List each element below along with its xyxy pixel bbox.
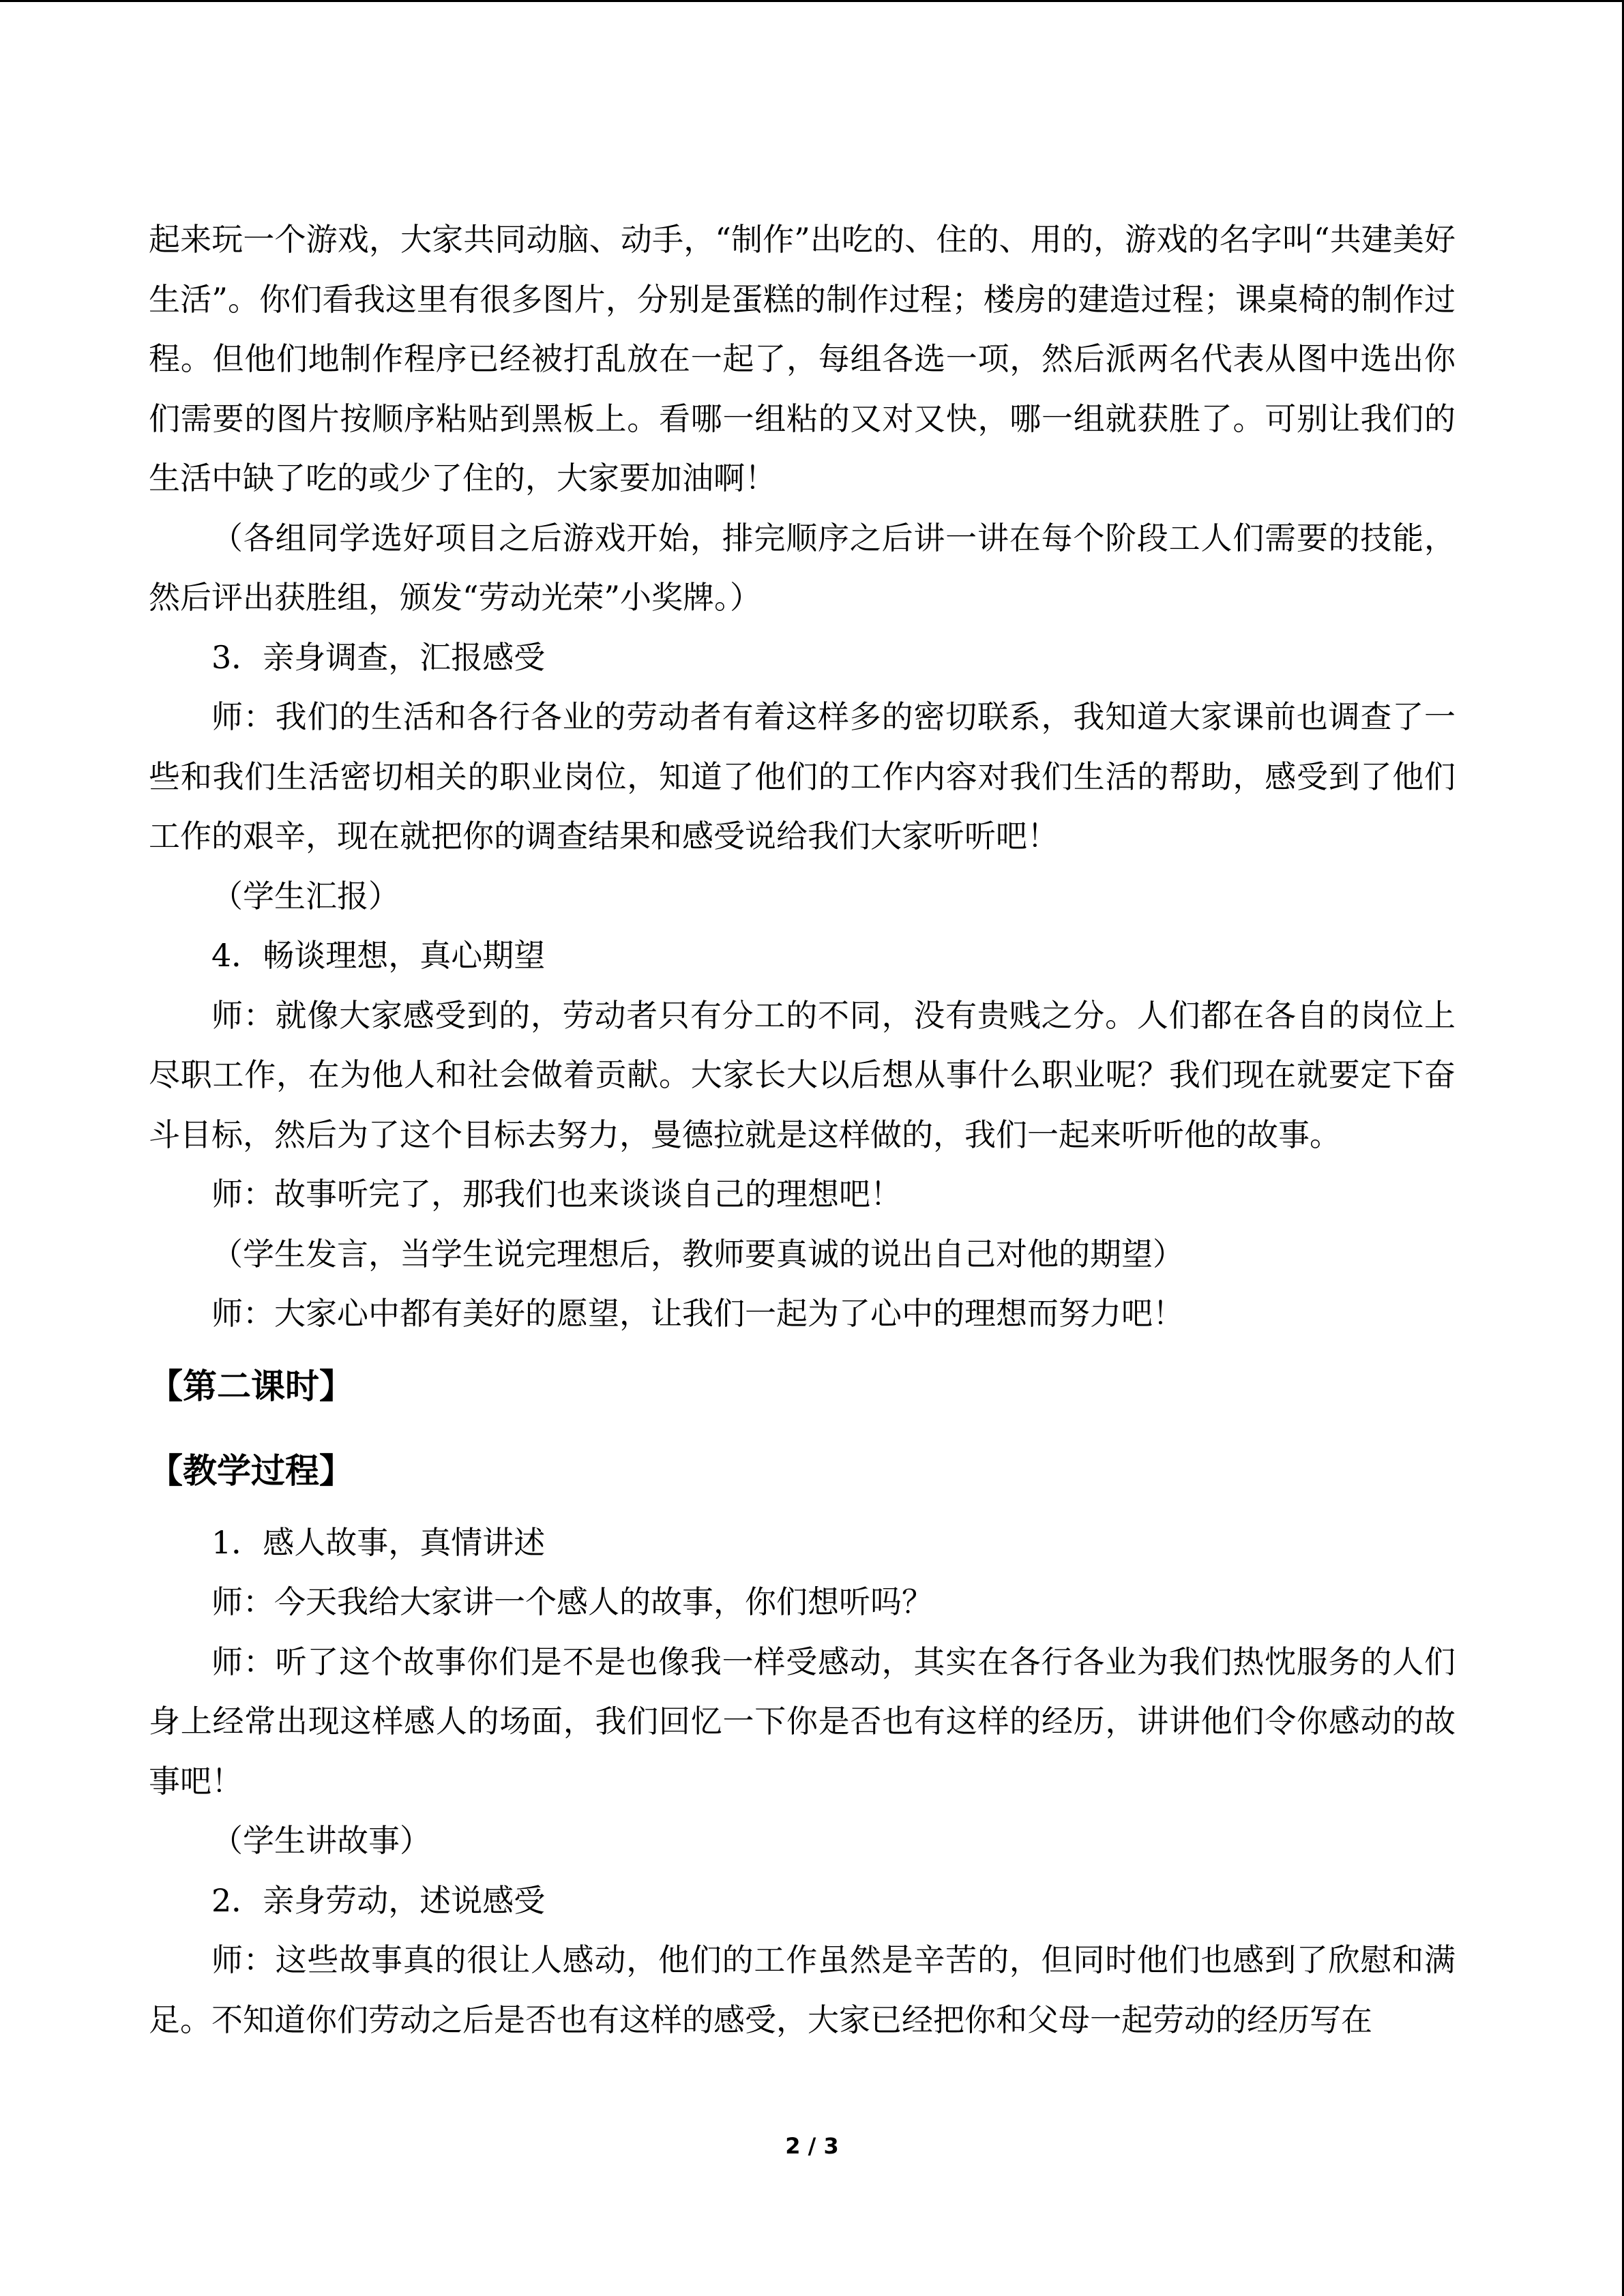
document-body <box>149 210 1456 2050</box>
paragraph: 师：大家心中都有美好的愿望，让我们一起为了心中的理想而努力吧！ <box>211 1295 1184 1332</box>
paragraph: 师：我们的生活和各行各业的劳动者有着这样多的密切联系，我知道大家课前也调查了一些和我们生活密切相关的职业岗位，知道了他们的工作内容对我们生活的帮助，感受到了他们工作的艰辛，现在就把你的调查结果和感受说给我们大家听听吧！ <box>149 698 1456 854</box>
section-heading: 【第二课时】 <box>149 1366 353 1406</box>
paragraph: 师：就像大家感受到的，劳动者只有分工的不同，没有贵贱之分。人们都在各自的岗位上尽职工作，在为他人和社会做着贡献。大家长大以后想从事什么职业呢？我们现在就要定下奋斗目标，然后为了这个目标去努力，曼德拉就是这样做的，我们一起来听听他的故事。 <box>149 996 1456 1153</box>
paragraph: 2．亲身劳动，述说感受 <box>211 1881 546 1919</box>
paragraph: 4．畅谈理想，真心期望 <box>211 937 546 974</box>
paragraph: 3．亲身调查，汇报感受 <box>211 638 546 676</box>
paragraph: 师：这些故事真的很让人感动，他们的工作虽然是辛苦的，但同时他们也感到了欣慰和满足。不知道你们劳动之后是否也有这样的感受，大家已经把你和父母一起劳动的经历写在 <box>149 1941 1456 2038</box>
paragraph: 1．感人故事，真情讲述 <box>211 1523 546 1561</box>
paragraph: 师：故事听完了，那我们也来谈谈自己的理想吧！ <box>211 1176 902 1212</box>
top-border-line <box>0 0 1624 2</box>
section-heading: 【教学过程】 <box>149 1450 353 1491</box>
paragraph: （学生发言，当学生说完理想后，教师要真诚的说出自己对他的期望） <box>211 1235 1184 1272</box>
paragraph: （各组同学选好项目之后游戏开始，排完顺序之后讲一讲在每个阶段工人们需要的技能，然后评出获胜组，颁发“劳动光荣”小奖牌。） <box>149 519 1456 616</box>
paragraph: （学生讲故事） <box>211 1822 431 1859</box>
paragraph: 起来玩一个游戏，大家共同动脑、动手，“制作”出吃的、住的、用的，游戏的名字叫“共建美好生活”。你们看我这里有很多图片，分别是蛋糕的制作过程；楼房的建造过程；课桌椅的制作过程。但他们地制作程序已经被打乱放在一起了，每组各选一项，然后派两名代表从图中选出你们需要的图片按顺序粘贴到黑板上。看哪一组粘的又对又快，哪一组就获胜了。可别让我们的生活中缺了吃的或少了住的，大家要加油啊！ <box>149 221 1456 496</box>
paragraph: （学生汇报） <box>211 877 400 914</box>
paragraph: 师：听了这个故事你们是不是也像我一样受感动，其实在各行各业为我们热忱服务的人们身上经常出现这样感人的场面，我们回忆一下你是否也有这样的经历，讲讲他们令你感动的故事吧！ <box>149 1643 1456 1800</box>
page-number: 2 / 3 <box>785 2133 839 2159</box>
paragraph: 师：今天我给大家讲一个感人的故事，你们想听吗？ <box>211 1583 933 1620</box>
